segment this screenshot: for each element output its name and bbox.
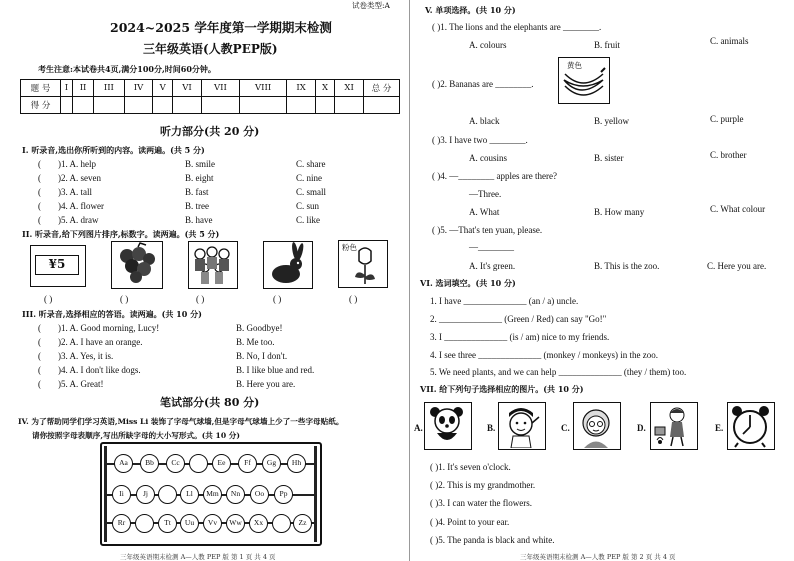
s6-item[interactable]: 5. We need plants, and we can help ______________ (they / them) too. (430, 367, 687, 377)
order-blank-2[interactable]: ( ) (120, 294, 129, 304)
s1-item-c: C. sun (296, 201, 320, 211)
section-7-title: VII. 给下列句子选择相应的图片。(共 10 分) (420, 384, 584, 394)
panda-picture (424, 402, 472, 450)
letter-balloon: Xx (249, 514, 268, 533)
money-banknote: ¥5 (35, 255, 79, 275)
s3-item-a: )5. A. Great! (58, 379, 104, 389)
score-cell[interactable] (315, 97, 334, 114)
score-header-cell: IX (287, 80, 316, 97)
s6-item[interactable]: 1. I have ______________ (an / a) uncle. (430, 296, 579, 306)
s1-paren: ( (38, 201, 41, 211)
pic-label-e: E. (715, 423, 724, 433)
s5-option-c[interactable]: C. purple (710, 114, 744, 124)
letter-balloon: Gg (262, 454, 281, 473)
section-4-title-line2: 请你按照字母表顺序,写出所缺字母的大小写形式。(共 10 分) (32, 431, 240, 440)
s5-question: ( )2. Bananas are ________. (432, 79, 534, 89)
score-row-label: 得 分 (21, 97, 61, 114)
s7-item[interactable]: ( )4. Point to your ear. (430, 517, 510, 527)
exam-title: 2024~2025 学年度第一学期期末检测 (110, 20, 332, 35)
s3-item-b: B. Here you are. (236, 379, 296, 389)
pic-label-a: A. (414, 423, 423, 433)
s1-item-c: C. like (296, 215, 320, 225)
grandmother-picture (573, 402, 621, 450)
letter-balloon: Hh (287, 454, 306, 473)
s5-option-a[interactable]: A. black (469, 116, 500, 126)
score-cell[interactable] (61, 97, 73, 114)
s6-item[interactable]: 3. I ______________ (is / am) nice to my friends. (430, 332, 610, 342)
score-cell[interactable] (364, 97, 400, 114)
letter-balloon: Pp (274, 485, 293, 504)
s5-option-c[interactable]: C. Here you are. (707, 261, 767, 271)
wall-rod-1 (106, 463, 316, 465)
s3-item-a: )2. A. I have an orange. (58, 337, 143, 347)
exam-notice: 考生注意:本试卷共4页,满分100分,时间60分钟。 (38, 64, 216, 74)
s3-item-a: )1. A. Good morning, Lucy! (58, 323, 160, 333)
order-blank-4[interactable]: ( ) (273, 294, 282, 304)
grapes-picture (111, 241, 163, 289)
s5-option-b[interactable]: B. yellow (594, 116, 629, 126)
letter-balloon: Cc (166, 454, 185, 473)
s5-question: ( )5. —That's ten yuan, please. (432, 225, 543, 235)
score-header-cell: VII (201, 80, 239, 97)
page-divider (409, 0, 410, 561)
alarm-clock-icon (728, 403, 773, 448)
ear-picture (498, 402, 546, 450)
score-cell[interactable] (239, 97, 286, 114)
missing-letter-balloon[interactable] (189, 454, 208, 473)
s5-option-a[interactable]: A. colours (469, 40, 507, 50)
s7-item[interactable]: ( )5. The panda is black and white. (430, 535, 555, 545)
rabbit-picture (263, 241, 313, 289)
score-cell[interactable] (287, 97, 316, 114)
letter-balloon: Nn (226, 485, 245, 504)
panda-icon (425, 403, 470, 448)
girl-watering-icon (651, 403, 696, 448)
score-header-cell: II (72, 80, 93, 97)
missing-letter-balloon[interactable] (158, 485, 177, 504)
section-3-title: III. 听录音,选择相应的答语。读两遍。(共 10 分) (22, 309, 202, 319)
section-5-title: V. 单项选择。(共 10 分) (425, 5, 516, 15)
score-cell[interactable] (124, 97, 153, 114)
s5-question: ( )3. I have two ________. (432, 135, 528, 145)
s5-option-b[interactable]: B. fruit (594, 40, 620, 50)
missing-letter-balloon[interactable] (135, 514, 154, 533)
score-table-header-row (21, 80, 400, 97)
s5-question: ( )1. The lions and the elephants are ________. (432, 22, 602, 32)
letter-balloon: Oo (250, 485, 269, 504)
pic-label-c: C. (561, 423, 570, 433)
score-cell[interactable] (335, 97, 364, 114)
section-1-title: I. 听录音,选出你所听到的内容。读两遍。(共 5 分) (22, 145, 205, 155)
s1-paren: ( (38, 187, 41, 197)
boy-ear-icon (499, 403, 544, 448)
pic-label-d: D. (637, 423, 646, 433)
letter-balloon: Aa (114, 454, 133, 473)
order-blank-5[interactable]: ( ) (349, 294, 358, 304)
pink-label: 粉色 (342, 243, 357, 252)
letter-balloon: Ff (238, 454, 257, 473)
score-cell[interactable] (153, 97, 173, 114)
tulip-picture (338, 240, 388, 288)
s1-item-b: B. tree (185, 201, 209, 211)
family-icon (189, 242, 236, 287)
letter-balloon: Vv (203, 514, 222, 533)
grandmother-icon (574, 403, 619, 448)
order-blank-1[interactable]: ( ) (44, 294, 53, 304)
order-blank-3[interactable]: ( ) (196, 294, 205, 304)
grapes-icon (112, 242, 161, 287)
s5-option-b[interactable]: B. How many (594, 207, 645, 217)
score-header-cell: V (153, 80, 173, 97)
money-picture (30, 245, 86, 287)
section-6-title: VI. 选词填空。(共 10 分) (420, 278, 516, 288)
section-2-title: II. 听录音,给下列图片排序,标数字。读两遍。(共 5 分) (22, 229, 220, 239)
s3-item-b: B. No, I don't. (236, 351, 288, 361)
s1-item-c: C. small (296, 187, 327, 197)
letter-balloon: Ee (212, 454, 231, 473)
s5-question: ( )4. —________ apples are there? (432, 171, 557, 181)
paper-type-label: 试卷类型:A (352, 1, 390, 10)
s5-option-a[interactable]: A. It's green. (469, 261, 516, 271)
s1-item-b: B. smile (185, 159, 216, 169)
s3-paren: ( (38, 337, 41, 347)
clock-picture (727, 402, 775, 450)
score-header-cell: VIII (239, 80, 286, 97)
s3-paren: ( (38, 323, 41, 333)
s3-item-b: B. Me too. (236, 337, 275, 347)
watering-picture (650, 402, 698, 450)
s1-item-a: )3. A. tall (58, 187, 92, 197)
score-cell[interactable] (173, 97, 202, 114)
score-cell[interactable] (94, 97, 124, 114)
writing-title: 笔试部分(共 80 分) (160, 396, 260, 409)
s3-item-b: B. I like blue and red. (236, 365, 315, 375)
s3-item-a: )4. A. I don't like dogs. (58, 365, 141, 375)
s1-item-b: B. have (185, 215, 213, 225)
letter-balloon: Tt (158, 514, 177, 533)
letter-balloon: Jj (136, 485, 155, 504)
s1-item-b: B. eight (185, 173, 214, 183)
left-footer: 三年级英语期末检测 A—人教 PEP 版 第 1 页 共 4 页 (120, 553, 276, 561)
score-header-cell: X (315, 80, 334, 97)
rabbit-icon (264, 242, 311, 287)
s5-option-c[interactable]: C. animals (710, 36, 749, 46)
letter-balloon: Mm (203, 485, 222, 504)
score-header-cell: III (94, 80, 124, 97)
letter-balloon: Zz (293, 514, 312, 533)
letter-balloon: Ii (112, 485, 131, 504)
s1-paren: ( (38, 215, 41, 225)
letter-balloon: Uu (180, 514, 199, 533)
s7-item[interactable]: ( )3. I can water the flowers. (430, 498, 532, 508)
family-picture (188, 241, 238, 289)
s3-paren: ( (38, 351, 41, 361)
s3-paren: ( (38, 365, 41, 375)
s1-item-c: C. share (296, 159, 326, 169)
s1-paren: ( (38, 173, 41, 183)
missing-letter-balloon[interactable] (272, 514, 291, 533)
s1-item-b: B. fast (185, 187, 209, 197)
s5-dialogue-reply: —________ (469, 242, 514, 252)
score-table (20, 79, 400, 114)
s6-item[interactable]: 2. ______________ (Green / Red) can say "Go!" (430, 314, 607, 324)
banana-picture (558, 57, 610, 104)
s5-option-b[interactable]: B. sister (594, 153, 624, 163)
s1-item-a: )1. A. help (58, 159, 96, 169)
s6-item[interactable]: 4. I see three ______________ (monkey / monkeys) in the zoo. (430, 350, 658, 360)
s1-item-a: )2. A. seven (58, 173, 101, 183)
score-header-cell: VI (173, 80, 202, 97)
s5-option-b[interactable]: B. This is the zoo. (594, 261, 660, 271)
s1-item-c: C. nine (296, 173, 322, 183)
pic-label-b: B. (487, 423, 496, 433)
exam-subtitle: 三年级英语(人教PEP版) (143, 42, 278, 56)
s5-option-c[interactable]: C. brother (710, 150, 747, 160)
score-cell[interactable] (201, 97, 239, 114)
s3-paren: ( (38, 379, 41, 389)
s5-dialogue-reply: —Three. (469, 189, 502, 199)
letter-balloon: Rr (112, 514, 131, 533)
s3-item-a: )3. A. Yes, it is. (58, 351, 114, 361)
s3-item-b: B. Goodbye! (236, 323, 283, 333)
score-header-cell: 总 分 (364, 80, 400, 97)
right-footer: 三年级英语期末检测 A—人教 PEP 版 第 2 页 共 4 页 (520, 553, 676, 561)
listening-title: 听力部分(共 20 分) (160, 125, 260, 138)
s1-item-a: )5. A. draw (58, 215, 99, 225)
s5-option-c[interactable]: C. What colour (710, 204, 766, 214)
s1-paren: ( (38, 159, 41, 169)
yellow-label: 黄色 (567, 61, 582, 70)
letter-balloon: Ww (226, 514, 245, 533)
score-table-score-row (21, 97, 400, 114)
score-cell[interactable] (72, 97, 93, 114)
letter-balloon: Bb (140, 454, 159, 473)
score-header-cell: IV (124, 80, 153, 97)
s5-option-a[interactable]: A. cousins (469, 153, 507, 163)
score-header-cell: XI (335, 80, 364, 97)
s7-item[interactable]: ( )1. It's seven o'clock. (430, 462, 511, 472)
letter-balloon: Ll (180, 485, 199, 504)
s1-item-a: )4. A. flower (58, 201, 104, 211)
score-row-label: 题 号 (21, 80, 61, 97)
s5-option-a[interactable]: A. What (469, 207, 500, 217)
score-header-cell: I (61, 80, 73, 97)
section-4-title-line1: IV. 为了帮助同学们学习英语,Miss Li 装饰了字母气球墙,但是字母气球墙上少了一些字母贴纸。 (18, 417, 344, 426)
s7-item[interactable]: ( )2. This is my grandmother. (430, 480, 536, 490)
